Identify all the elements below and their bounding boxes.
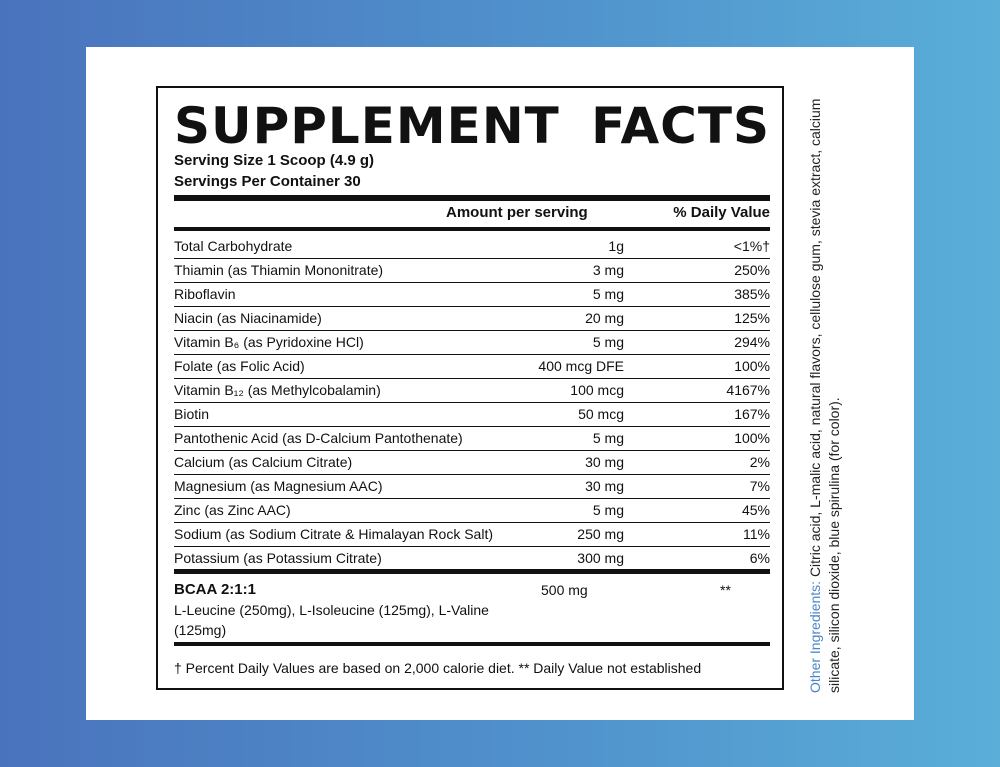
servings-per-container: Servings Per Container 30 <box>174 173 361 190</box>
nutrient-daily-value: 11% <box>743 526 770 542</box>
table-row <box>174 331 770 355</box>
nutrient-daily-value: 167% <box>734 406 770 422</box>
nutrient-table <box>174 235 770 570</box>
nutrient-name: Vitamin B₆ (as Pyridoxine HCl) <box>174 334 364 350</box>
nutrient-amount: 5 mg <box>592 286 624 302</box>
thick-divider <box>174 195 770 201</box>
nutrient-amount: 5 mg <box>592 334 624 350</box>
bcaa-components: L-Leucine (250mg), L-Isoleucine (125mg), L-Valine (125mg) <box>174 602 489 638</box>
table-row <box>174 379 770 403</box>
nutrient-amount: 100 mcg <box>570 382 624 398</box>
nutrient-daily-value: 45% <box>741 502 770 518</box>
table-row <box>174 283 770 307</box>
serving-size: Serving Size 1 Scoop (4.9 g) <box>174 152 375 169</box>
other-ingredients-text: Citric acid, L-malic acid, natural flavors, cellulose gum, stevia extract, calcium silicate, silicon dioxide, blue spirulina (for color). <box>807 98 842 693</box>
bcaa-divider <box>174 569 770 574</box>
nutrient-name: Vitamin B₁₂ (as Methylcobalamin) <box>174 382 381 398</box>
nutrient-amount: 50 mcg <box>578 406 624 422</box>
footnote: † Percent Daily Values are based on 2,000 calorie diet. ** Daily Value not established <box>174 660 702 676</box>
table-row <box>174 307 770 331</box>
footnote-divider <box>174 642 770 646</box>
nutrient-name: Potassium (as Potassium Citrate) <box>174 550 382 566</box>
nutrient-name: Riboflavin <box>174 286 236 302</box>
nutrient-daily-value: 7% <box>749 478 770 494</box>
nutrient-name: Magnesium (as Magnesium AAC) <box>174 478 383 494</box>
header-amount: Amount per serving <box>446 204 588 221</box>
nutrient-amount: 5 mg <box>592 430 624 446</box>
nutrient-amount: 5 mg <box>592 502 624 518</box>
nutrient-amount: 3 mg <box>592 262 624 278</box>
table-row <box>174 475 770 499</box>
nutrient-name: Niacin (as Niacinamide) <box>174 310 322 326</box>
nutrient-name: Pantothenic Acid (as D-Calcium Pantothenate) <box>174 430 463 446</box>
nutrient-name: Calcium (as Calcium Citrate) <box>174 454 353 470</box>
nutrient-amount: 1g <box>608 238 624 254</box>
supplement-facts-panel <box>156 86 784 690</box>
nutrient-amount: 300 mg <box>577 550 624 566</box>
nutrient-daily-value: 2% <box>749 454 770 470</box>
nutrient-amount: 30 mg <box>585 454 624 470</box>
bcaa-title: BCAA 2:1:1 <box>174 581 256 598</box>
table-row <box>174 355 770 379</box>
nutrient-amount: 400 mcg DFE <box>538 358 624 374</box>
table-row <box>174 259 770 283</box>
table-row <box>174 523 770 547</box>
nutrient-amount: 250 mg <box>577 526 624 542</box>
panel-title <box>174 96 770 156</box>
table-row <box>174 427 770 451</box>
nutrient-amount: 20 mg <box>585 310 624 326</box>
nutrient-name: Sodium (as Sodium Citrate & Himalayan Rock Salt) <box>174 526 494 542</box>
nutrient-daily-value: 100% <box>734 358 770 374</box>
table-row <box>174 235 770 259</box>
title-supplement: SUPPLEMENT <box>174 97 560 155</box>
nutrient-daily-value: 6% <box>749 550 770 566</box>
other-ingredients <box>806 83 866 693</box>
nutrient-daily-value: 4167% <box>726 382 770 398</box>
nutrient-name: Biotin <box>174 406 210 422</box>
header-daily-value: % Daily Value <box>673 204 770 221</box>
title-facts: FACTS <box>591 97 770 155</box>
nutrient-daily-value: <1%† <box>733 238 770 254</box>
table-row <box>174 499 770 523</box>
bcaa-amount: 500 mg <box>541 582 588 598</box>
other-ingredients-label: Other Ingredients: <box>807 580 823 693</box>
table-row <box>174 403 770 427</box>
nutrient-daily-value: 294% <box>734 334 770 350</box>
nutrient-name: Total Carbohydrate <box>174 238 293 254</box>
column-header <box>174 204 770 226</box>
table-row <box>174 451 770 475</box>
nutrient-daily-value: 100% <box>734 430 770 446</box>
nutrient-name: Thiamin (as Thiamin Mononitrate) <box>174 262 384 278</box>
bcaa-daily-value: ** <box>720 582 731 598</box>
nutrient-name: Zinc (as Zinc AAC) <box>174 502 291 518</box>
header-divider <box>174 227 770 231</box>
table-row <box>174 547 770 570</box>
nutrient-amount: 30 mg <box>585 478 624 494</box>
nutrient-daily-value: 385% <box>734 286 770 302</box>
nutrient-daily-value: 250% <box>734 262 770 278</box>
nutrient-daily-value: 125% <box>734 310 770 326</box>
nutrient-name: Folate (as Folic Acid) <box>174 358 305 374</box>
